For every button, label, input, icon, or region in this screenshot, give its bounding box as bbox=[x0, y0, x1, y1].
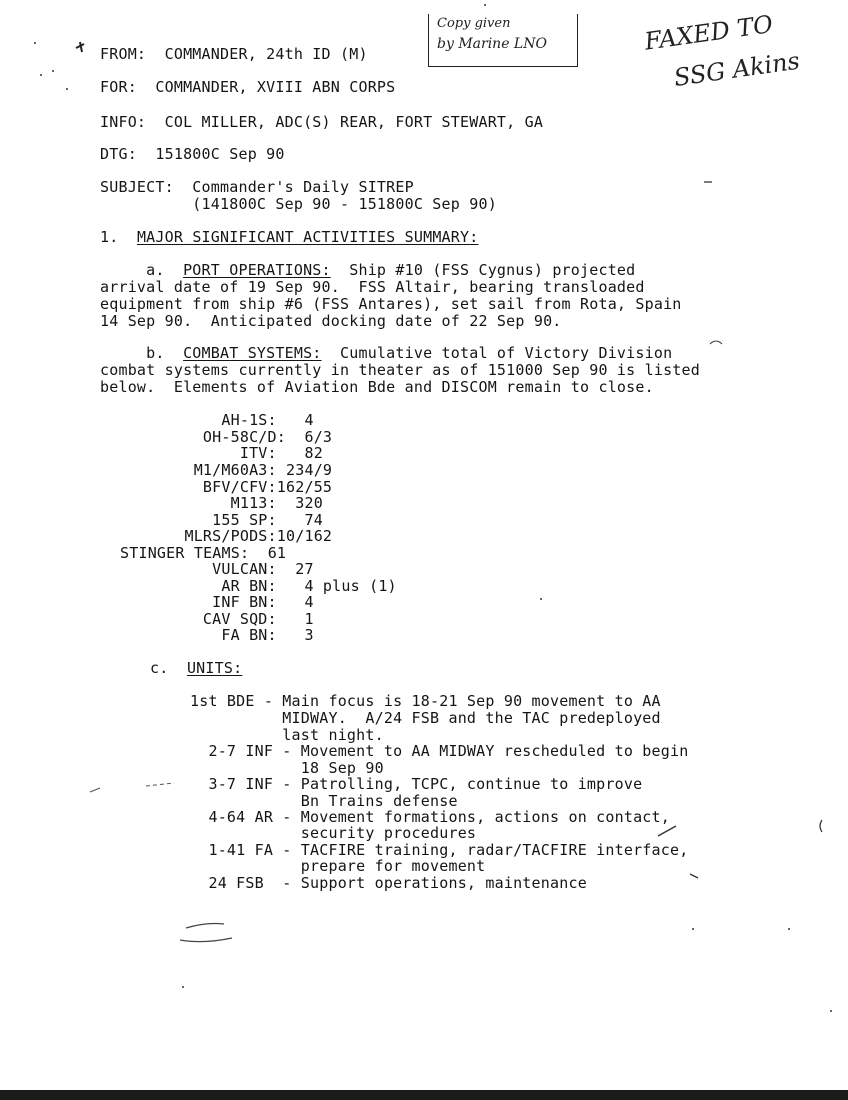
system-label: ITV: bbox=[166, 444, 277, 462]
scan-bottom-edge bbox=[0, 1090, 848, 1100]
section-1-number: 1. bbox=[100, 228, 137, 246]
para-a-line-4: 14 Sep 90. Anticipated docking date of 22 Sep 90. bbox=[100, 312, 562, 330]
scan-speck bbox=[788, 928, 790, 930]
stamp-line-1: Copy given bbox=[437, 16, 511, 31]
system-label: MLRS/PODS: bbox=[166, 527, 277, 545]
unit-line: 1-41 FA - TACFIRE training, radar/TACFIRE interface, bbox=[190, 841, 689, 859]
unit-line: 1st BDE - Main focus is 18-21 Sep 90 movement to AA bbox=[190, 692, 661, 710]
fax-note-line-1: FAXED TO bbox=[642, 9, 775, 56]
subject-period-line: (141800C Sep 90 - 151800C Sep 90) bbox=[100, 195, 497, 213]
para-b-line-3: below. Elements of Aviation Bde and DISCOM remain to close. bbox=[100, 378, 654, 396]
system-label: M113: bbox=[166, 494, 277, 512]
section-1-title: MAJOR SIGNIFICANT ACTIVITIES SUMMARY: bbox=[136, 228, 479, 246]
system-label: BFV/CFV: bbox=[166, 478, 277, 496]
scan-speck bbox=[830, 1010, 832, 1012]
system-value: 82 bbox=[276, 444, 323, 462]
system-value: 320 bbox=[276, 494, 323, 512]
para-b-line-1-text: Cumulative total of Victory Division bbox=[321, 344, 673, 362]
unit-line: MIDWAY. A/24 FSB and the TAC predeployed bbox=[190, 709, 661, 727]
system-label: AH-1S: bbox=[166, 411, 277, 429]
para-c-prefix: c. bbox=[150, 659, 187, 677]
unit-line: 24 FSB - Support operations, maintenance bbox=[190, 874, 587, 892]
system-value: 27 bbox=[276, 560, 314, 578]
stamp-line-2: by Marine LNO bbox=[437, 36, 547, 52]
unit-line: 3-7 INF - Patrolling, TCPC, continue to improve bbox=[190, 775, 643, 793]
unit-line: 18 Sep 90 bbox=[190, 759, 384, 777]
system-label: M1/M60A3: bbox=[166, 461, 277, 479]
system-value: 74 bbox=[276, 511, 323, 529]
system-value: 4 bbox=[276, 593, 314, 611]
scan-speck bbox=[40, 74, 42, 76]
system-label: STINGER TEAMS: bbox=[120, 544, 250, 562]
para-b-line-2: combat systems currently in theater as of 151000 Sep 90 is listed bbox=[100, 361, 700, 379]
system-value: 4 bbox=[276, 411, 314, 429]
para-b-heading: COMBAT SYSTEMS: bbox=[183, 344, 322, 362]
scan-speck bbox=[484, 4, 486, 6]
scan-speck bbox=[182, 986, 184, 988]
unit-line: 2-7 INF - Movement to AA MIDWAY rescheduled to begin bbox=[190, 742, 689, 760]
system-value: 3 bbox=[276, 626, 314, 644]
system-value: 1 bbox=[276, 610, 314, 628]
for-line: FOR: COMMANDER, XVIII ABN CORPS bbox=[100, 78, 396, 96]
para-a-heading: PORT OPERATIONS: bbox=[183, 261, 331, 279]
system-label: VULCAN: bbox=[166, 560, 277, 578]
para-a-line-3: equipment from ship #6 (FSS Antares), set sail from Rota, Spain bbox=[100, 295, 682, 313]
system-value: 234/9 bbox=[276, 461, 333, 479]
para-a-line-1-text: Ship #10 (FSS Cygnus) projected bbox=[330, 261, 636, 279]
subject-line: SUBJECT: Commander's Daily SITREP bbox=[100, 178, 414, 196]
para-b-prefix: b. bbox=[100, 344, 184, 362]
scan-speck bbox=[692, 928, 694, 930]
system-label: INF BN: bbox=[166, 593, 277, 611]
scan-speck bbox=[66, 88, 68, 90]
system-value: 61 bbox=[249, 544, 287, 562]
system-label: AR BN: bbox=[166, 577, 277, 595]
from-line: FROM: COMMANDER, 24th ID (M) bbox=[100, 45, 368, 63]
system-label: OH-58C/D: bbox=[166, 428, 286, 446]
system-value: 6/3 bbox=[286, 428, 333, 446]
unit-line: security procedures bbox=[190, 824, 477, 842]
para-a-line-2: arrival date of 19 Sep 90. FSS Altair, bearing transloaded bbox=[100, 278, 645, 296]
fax-note-line-2: SSG Akins bbox=[672, 46, 802, 92]
unit-line: 4-64 AR - Movement formations, actions on contact, bbox=[190, 808, 670, 826]
system-label: FA BN: bbox=[166, 626, 277, 644]
para-a-prefix: a. bbox=[100, 261, 184, 279]
scan-speck bbox=[52, 70, 54, 72]
para-c-heading: UNITS: bbox=[186, 659, 243, 677]
dtg-line: DTG: 151800C Sep 90 bbox=[100, 145, 285, 163]
system-value: 4 plus (1) bbox=[276, 577, 397, 595]
scan-speck bbox=[540, 598, 542, 600]
system-value: 162/55 bbox=[276, 478, 333, 496]
unit-line: prepare for movement bbox=[190, 857, 486, 875]
unit-line: last night. bbox=[190, 726, 384, 744]
scan-speck bbox=[34, 42, 36, 44]
system-label: 155 SP: bbox=[166, 511, 277, 529]
unit-line: Bn Trains defense bbox=[190, 792, 458, 810]
info-line: INFO: COL MILLER, ADC(S) REAR, FORT STEWART, GA bbox=[100, 113, 544, 131]
system-value: 10/162 bbox=[276, 527, 333, 545]
system-label: CAV SQD: bbox=[166, 610, 277, 628]
